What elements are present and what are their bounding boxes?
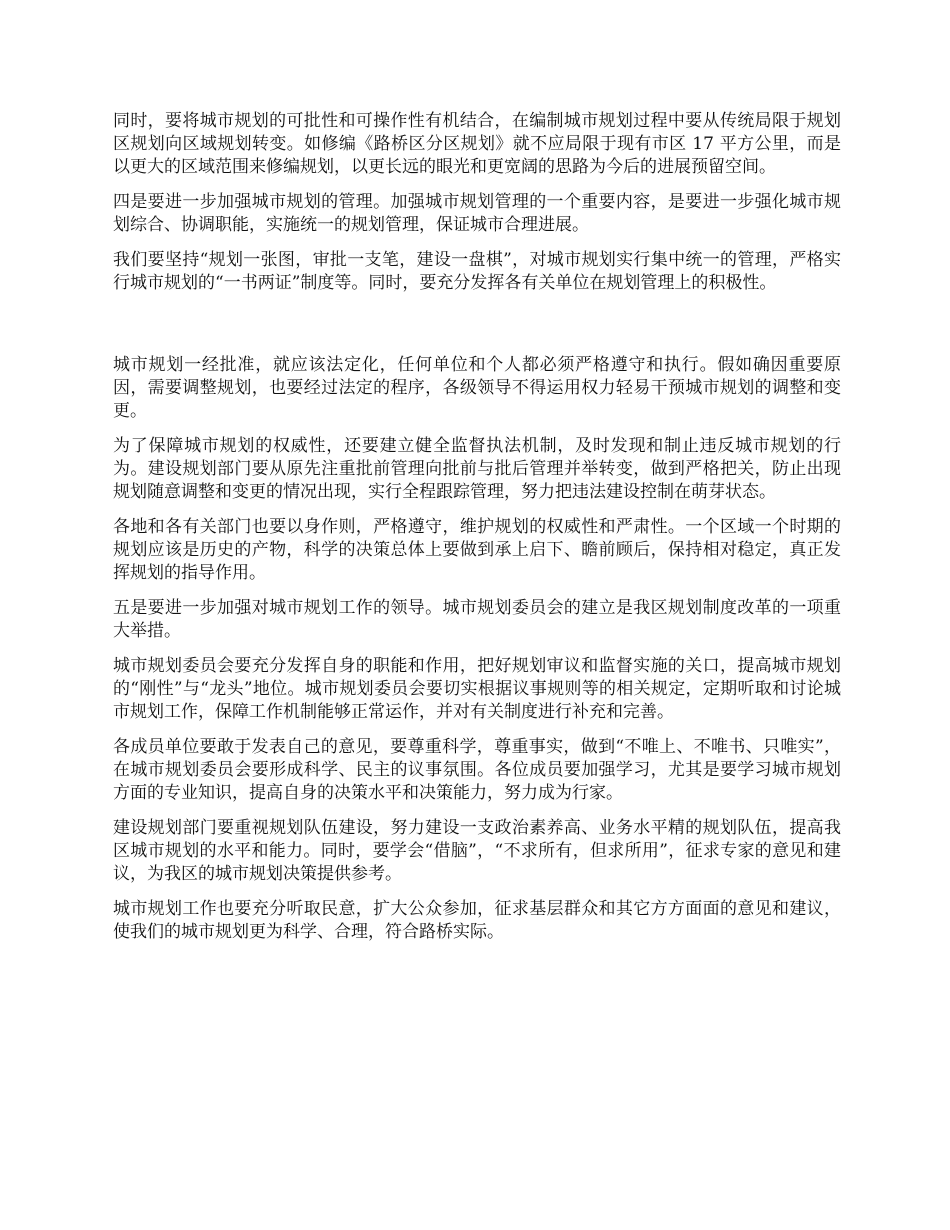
paragraph: 城市规划一经批准，就应该法定化，任何单位和个人都必须严格遵守和执行。假如确因重要原因，需要调整规划，也要经过法定的程序，各级领导不得运用权力轻易干预城市规划的调整和变更。 [113, 355, 841, 421]
paragraph: 我们要坚持“规划一张图，审批一支笔，建设一盘棋”，对城市规划实行集中统一的管理，严格实行城市规划的“一书两证”制度等。同时，要充分发挥各有关单位在规划管理上的积极性。 [113, 250, 841, 293]
paragraph: 同时，要将城市规划的可批性和可操作性有机结合，在编制城市规划过程中要从传统局限于规划区规划向区域规划转变。如修编《路桥区分区规划》就不应局限于现有市区 17 平方公里，而是以更大的区域范围来修编规划，以更长远的眼光和更宽阔的思路为今后的进展预留空间。 [113, 111, 841, 177]
paragraph: 各地和各有关部门也要以身作则，严格遵守，维护规划的权威性和严肃性。一个区域一个时期的规划应该是历史的产物，科学的决策总体上要做到承上启下、瞻前顾后，保持相对稳定，真正发挥规划的指导作用。 [113, 517, 841, 583]
paragraph: 建设规划部门要重视规划队伍建设，努力建设一支政治素养高、业务水平精的规划队伍，提高我区城市规划的水平和能力。同时，要学会“借脑”，“不求所有，但求所用”，征求专家的意见和建议，为我区的城市规划决策提供参考。 [113, 818, 841, 884]
paragraph: 为了保障城市规划的权威性，还要建立健全监督执法机制，及时发现和制止违反城市规划的行为。建设规划部门要从原先注重批前管理向批前与批后管理并举转变，做到严格把关，防止出现规划随意调整和变更的情况出现，实行全程跟踪管理，努力把违法建设控制在萌芽状态。 [113, 436, 841, 502]
document-body [113, 110, 841, 956]
paragraph: 城市规划委员会要充分发挥自身的职能和作用，把好规划审议和监督实施的关口，提高城市规划的“刚性”与“龙头”地位。城市规划委员会要切实根据议事规则等的相关规定，定期听取和讨论城市规划工作，保障工作机制能够正常运作，并对有关制度进行补充和完善。 [113, 656, 841, 722]
paragraph: 五是要进一步加强对城市规划工作的领导。城市规划委员会的建立是我区规划制度改革的一项重大举措。 [113, 598, 841, 641]
paragraph: 城市规划工作也要充分听取民意，扩大公众参加，征求基层群众和其它方方面面的意见和建议，使我们的城市规划更为科学、合理，符合路桥实际。 [113, 899, 841, 942]
section-gap [113, 307, 841, 354]
paragraph: 各成员单位要敢于发表自己的意见，要尊重科学，尊重事实，做到“不唯上、不唯书、只唯实”，在城市规划委员会要形成科学、民主的议事氛围。各位成员要加强学习，尤其是要学习城市规划方面的专业知识，提高自身的决策水平和决策能力，努力成为行家。 [113, 737, 841, 803]
paragraph: 四是要进一步加强城市规划的管理。加强城市规划管理的一个重要内容，是要进一步强化城市规划综合、协调职能，实施统一的规划管理，保证城市合理进展。 [113, 192, 841, 235]
